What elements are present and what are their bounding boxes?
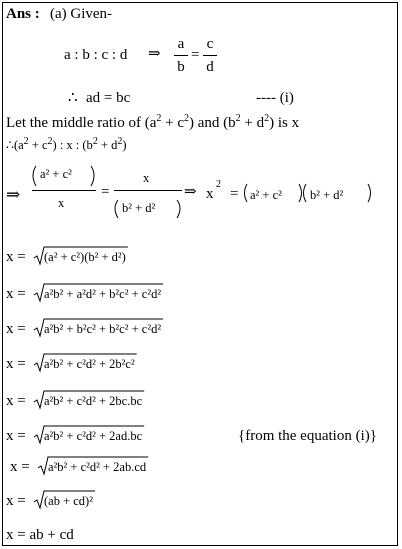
line-radicand: (ab + cd)² xyxy=(44,494,93,508)
frac1-denominator: b xyxy=(177,59,185,75)
radical-sign xyxy=(34,246,136,268)
step3-result-sup: 2 xyxy=(216,179,221,190)
line-radicand: a²b² + c²d² + 2ab.cd xyxy=(48,460,147,474)
line-lhs: x = xyxy=(10,459,30,475)
implies-arrow-2: ⇒ xyxy=(6,185,21,204)
frac1-numerator: a xyxy=(177,36,185,52)
frac2-bar xyxy=(203,55,217,56)
radical-sign xyxy=(34,390,152,412)
ratio-text: a : b : c : d xyxy=(64,47,128,63)
line-lhs: x = xyxy=(6,321,26,337)
proportion-line: $\therefore(a^2 + c^2)$ : x : $(b^2 + d^2)$ xyxy=(6,136,127,153)
line-lhs: x = xyxy=(6,356,26,372)
frac2-numerator: c xyxy=(206,36,214,52)
radical-sign xyxy=(34,318,171,340)
line-lhs: x = xyxy=(6,249,26,265)
step3-result-equals: = xyxy=(230,186,239,202)
step3-lhs-bar xyxy=(32,190,96,191)
final-answer: x = ab + cd xyxy=(6,527,74,543)
line-lhs: x = xyxy=(6,493,26,509)
line-radicand: a²b² + c²d² + 2b²c² xyxy=(44,357,135,371)
step3-equals: = xyxy=(101,184,110,200)
ad-bc-text: ad = bc xyxy=(86,90,131,106)
equation-note: {from the equation (i)} xyxy=(238,428,377,444)
line-radicand: a²b² + c²d² + 2ad.bc xyxy=(44,429,143,443)
line-radicand: a²b² + b²c² + b²c² + c²d² xyxy=(44,322,162,336)
step3-rhs-denominator: b² + d² xyxy=(122,201,156,215)
radical-sign xyxy=(34,425,152,447)
frac2-denominator: d xyxy=(206,59,214,75)
step3-result-factor2: b² + d² xyxy=(310,188,344,202)
line-radicand: (a² + c²)(b² + d²) xyxy=(44,250,126,264)
line-lhs: x = xyxy=(6,428,26,444)
step3-denominator: x xyxy=(58,196,65,210)
line-lhs: x = xyxy=(6,286,26,302)
radical-sign xyxy=(34,353,145,375)
radical-sign xyxy=(34,283,171,305)
line-lhs: x = xyxy=(6,393,26,409)
frac1-bar xyxy=(174,55,188,56)
therefore-symbol: ∴ xyxy=(68,90,78,106)
step3-numerator: a² + c² xyxy=(40,167,72,181)
ans-label: Ans : xyxy=(6,6,40,22)
radical-sign xyxy=(38,456,156,478)
middle-ratio-statement: Let the middle ratio of $(a^2 + c^2)$ and $(b^2 + d^2)$ is x xyxy=(6,113,300,131)
implies-arrow: ⇒ xyxy=(148,46,161,62)
line-radicand: a²b² + c²d² + 2bc.bc xyxy=(44,394,143,408)
step3-result-factor1: a² + c² xyxy=(250,188,282,202)
radical-sign xyxy=(34,490,103,512)
equation-ref: ---- (i) xyxy=(256,90,294,106)
step3-result-x: x xyxy=(206,186,214,202)
given-label: (a) Given- xyxy=(50,6,113,22)
equals-sign: = xyxy=(191,47,200,63)
step3-rhs-bar xyxy=(114,190,182,191)
line-radicand: a²b² + a²d² + b²c² + c²d² xyxy=(44,287,162,301)
step3-rhs-numerator: x xyxy=(143,171,150,185)
implies-arrow-3: ⇒ xyxy=(184,184,197,200)
